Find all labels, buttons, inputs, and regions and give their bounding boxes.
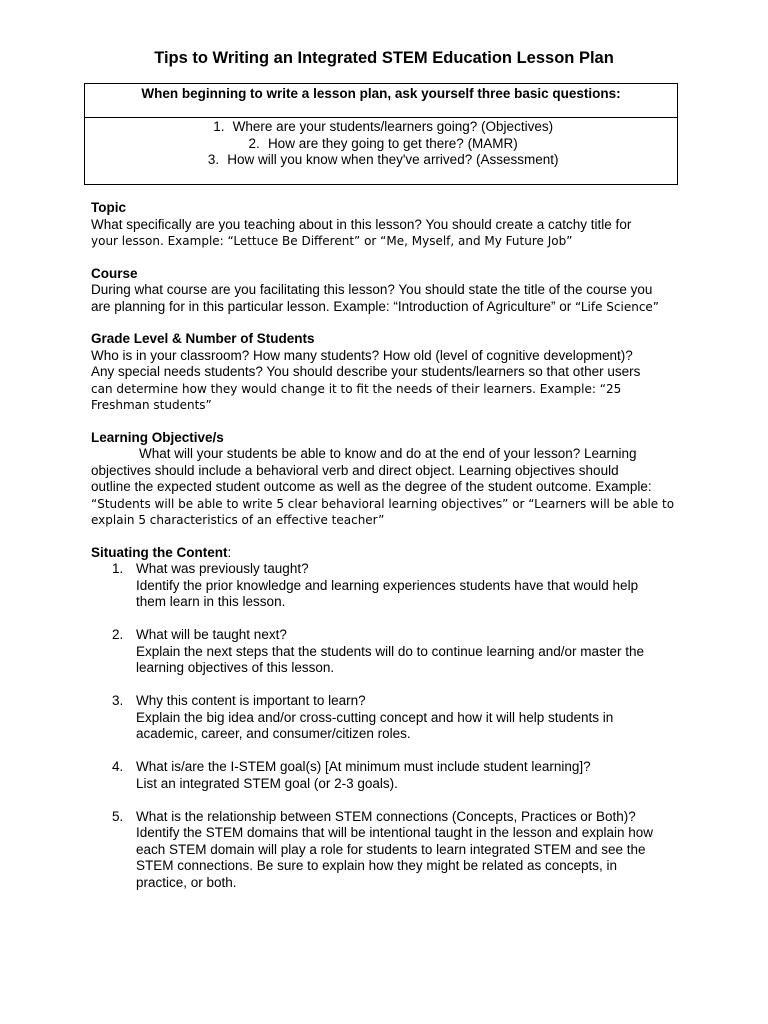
section-example: Freshman students” <box>91 398 212 412</box>
section-heading <box>91 545 691 562</box>
section-example: “Students will be able to write 5 clear behavioral learning objectives” or “Learners will be able to <box>91 496 675 511</box>
question-item <box>85 152 677 169</box>
question-item <box>85 119 677 136</box>
list-number: 2. <box>112 627 124 642</box>
list-number: 4. <box>112 759 124 774</box>
section-title: Grade Level & Number of Students <box>91 331 315 346</box>
list-desc: academic, career, and consumer/citizen roles. <box>136 726 411 741</box>
list-question: What was previously taught? <box>136 561 309 576</box>
list-item <box>91 627 691 677</box>
section-learning-objectives <box>91 430 691 529</box>
list-number: 3. <box>112 693 124 708</box>
list-desc: Identify the STEM domains that will be intentional taught in the lesson and explain how <box>136 825 654 840</box>
list-number: 1. <box>112 561 124 576</box>
section-text: outline the expected student outcome as well as the degree of the student outcome. Example: <box>91 479 652 494</box>
section-title: Situating the Content <box>91 544 228 560</box>
section-text: objectives should include a behavioral verb and direct object. Learning objectives should <box>91 462 619 478</box>
list-desc: Identify the prior knowledge and learning experiences students have that would help <box>136 577 639 593</box>
page-title: Tips to Writing an Integrated STEM Education Lesson Plan <box>154 49 614 67</box>
question-text: How are they going to get there? (MAMR) <box>267 135 518 151</box>
list-item <box>91 809 691 892</box>
list-desc: Explain the big idea and/or cross-cutting concept and how it will help students in <box>136 709 614 725</box>
section-example: are planning for in this particular lesson. Example: “Introduction of Agriculture” or <box>91 298 575 314</box>
list-question: What will be taught next? <box>136 627 287 642</box>
section-example: explain 5 characteristics of an effective teacher” <box>91 513 385 527</box>
section-text: What specifically are you teaching about in this lesson? You should create a catchy title for <box>91 216 632 232</box>
section-text-first: What will your students be able to know and do at the end of your lesson? Learning <box>139 446 637 461</box>
section-title: Learning Objective/s <box>91 429 224 445</box>
list-desc: practice, or both. <box>136 874 237 890</box>
list-item <box>91 759 691 792</box>
section-text <box>91 299 691 316</box>
section-text: During what course are you facilitating this lesson? You should state the title of the course you <box>91 282 653 297</box>
situating-list <box>91 561 691 891</box>
section-title-colon: : <box>227 544 232 560</box>
section-title: Course <box>91 265 138 281</box>
questions-list <box>85 118 677 169</box>
list-number: 5. <box>112 808 124 824</box>
question-number: 3. <box>207 152 220 167</box>
list-desc: each STEM domain will play a role for students to learn integrated STEM and see the <box>136 841 646 857</box>
section-example: can determine how they would change it to fit the needs of their learners. Example: “25 <box>91 381 622 396</box>
section-example-alt: “Life Science” <box>575 299 660 314</box>
question-item <box>85 136 677 153</box>
section-example: your lesson. Example: “Lettuce Be Different” or “Me, Myself, and My Future Job” <box>91 234 573 248</box>
section-title: Topic <box>91 200 126 215</box>
document-body <box>91 200 691 908</box>
section-text: Who is in your classroom? How many students? How old (level of cognitive development)? <box>91 347 633 363</box>
list-question: Why this content is important to learn? <box>136 693 366 708</box>
list-item <box>91 561 691 611</box>
section-situating-content <box>91 545 691 892</box>
section-text <box>91 446 691 463</box>
section-topic <box>91 200 691 250</box>
list-question: What is/are the I-STEM goal(s) [At minimum must include student learning]? <box>136 759 591 774</box>
section-text: Any special needs students? You should describe your students/learners so that other users <box>91 364 641 379</box>
section-course <box>91 266 691 316</box>
questions-box-header: When beginning to write a lesson plan, ask yourself three basic questions: <box>85 84 677 118</box>
question-text: How will you know when they've arrived? (Assessment) <box>227 152 559 167</box>
section-grade-level <box>91 331 691 414</box>
list-desc: Explain the next steps that the students will do to continue learning and/or master the <box>136 643 645 659</box>
question-number: 2. <box>248 135 260 151</box>
list-question: What is the relationship between STEM connections (Concepts, Practices or Both)? <box>136 808 636 824</box>
question-text: Where are your students/learners going? (Objectives) <box>232 119 554 134</box>
question-number: 1. <box>213 119 225 134</box>
list-desc: List an integrated STEM goal (or 2-3 goals). <box>136 775 398 791</box>
questions-box <box>84 83 678 185</box>
list-desc: them learn in this lesson. <box>136 594 286 609</box>
list-desc: STEM connections. Be sure to explain how they might be related as concepts, in <box>136 858 618 873</box>
list-item <box>91 693 691 743</box>
list-desc: learning objectives of this lesson. <box>136 660 335 675</box>
